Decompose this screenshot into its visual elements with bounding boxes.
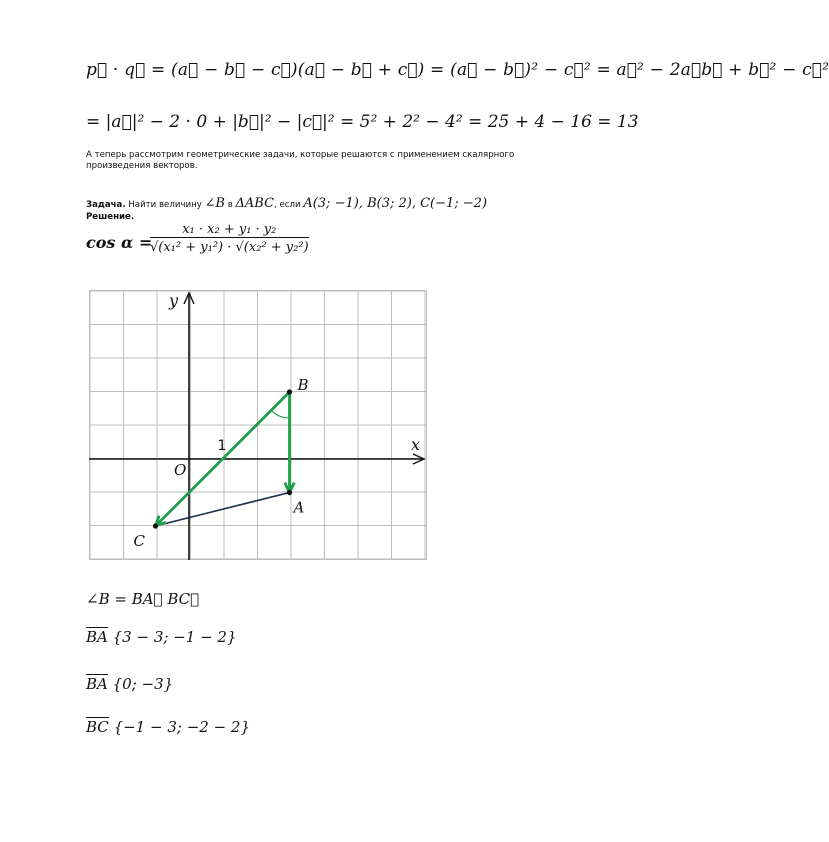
task-in-word: в xyxy=(224,200,236,210)
vector-ba-calc xyxy=(86,628,237,646)
vector-ba-value: {0; −3} xyxy=(112,675,174,693)
point-b xyxy=(287,389,292,394)
graph-svg xyxy=(89,290,427,560)
segment-ac xyxy=(156,493,290,527)
vector-bc-expression: {−1 − 3; −2 − 2} xyxy=(113,718,250,736)
task-text: Найти величину xyxy=(125,200,205,210)
origin-label: O xyxy=(174,461,187,479)
vector-bc-label: BC xyxy=(86,718,109,736)
task-label: Задача. xyxy=(86,200,126,210)
point-b-label: B xyxy=(297,376,309,394)
graph-labels xyxy=(134,291,421,550)
angle-b-arc xyxy=(271,410,289,418)
point-c-label: C xyxy=(133,532,145,550)
cos-formula-denominator: √(x₁² + y₁²) · √(x₂² + y₂²) xyxy=(150,240,309,255)
task-triangle: ΔABC xyxy=(235,196,275,211)
intro-paragraph: А теперь рассмотрим геометрические задачи, которые решаются с применением скалярного произведения векторов. xyxy=(86,150,515,171)
point-a-label: A xyxy=(293,498,305,517)
task-if-word: , если xyxy=(274,200,304,210)
cos-formula-numerator: x₁ · x₂ + y₁ · y₂ xyxy=(150,222,309,238)
vector-ba-label: BA xyxy=(86,628,108,646)
formula-line-2: = |a⃗|² − 2 · 0 + |b⃗|² − |c⃗|² = 5² + 2² − 4² = 25 + 4 − 16 = 13 xyxy=(86,112,639,132)
solution-label: Решение. xyxy=(86,212,135,222)
task-angle: ∠B xyxy=(204,196,225,211)
formula-line-1: p⃗ · q⃗ = (a⃗ − b⃗ − c⃗)(a⃗ − b⃗ + c⃗) = (a⃗ − b⃗)² − c⃗² = a⃗² − 2a⃗b⃗ + b⃗² − c⃗² xyxy=(86,60,829,80)
task-statement xyxy=(86,196,487,211)
unit-label: 1 xyxy=(217,438,227,454)
angle-equation: ∠B = BA⃗ BC⃗ xyxy=(86,590,200,608)
vector-bc-calc xyxy=(86,718,250,736)
vector-ba-result xyxy=(86,675,173,693)
coordinate-graph xyxy=(89,290,427,564)
cos-formula-left: cos α = xyxy=(86,233,153,252)
y-axis-label: y xyxy=(169,291,179,310)
point-c xyxy=(153,523,158,528)
vector-ba-label-2: BA xyxy=(86,675,108,693)
vector-ba-expression: {3 − 3; −1 − 2} xyxy=(112,628,237,646)
point-a xyxy=(287,490,292,495)
cos-formula-fraction xyxy=(150,222,309,255)
x-axis-label: x xyxy=(411,435,421,454)
task-points: A(3; −1), B(3; 2), C(−1; −2) xyxy=(303,196,488,211)
